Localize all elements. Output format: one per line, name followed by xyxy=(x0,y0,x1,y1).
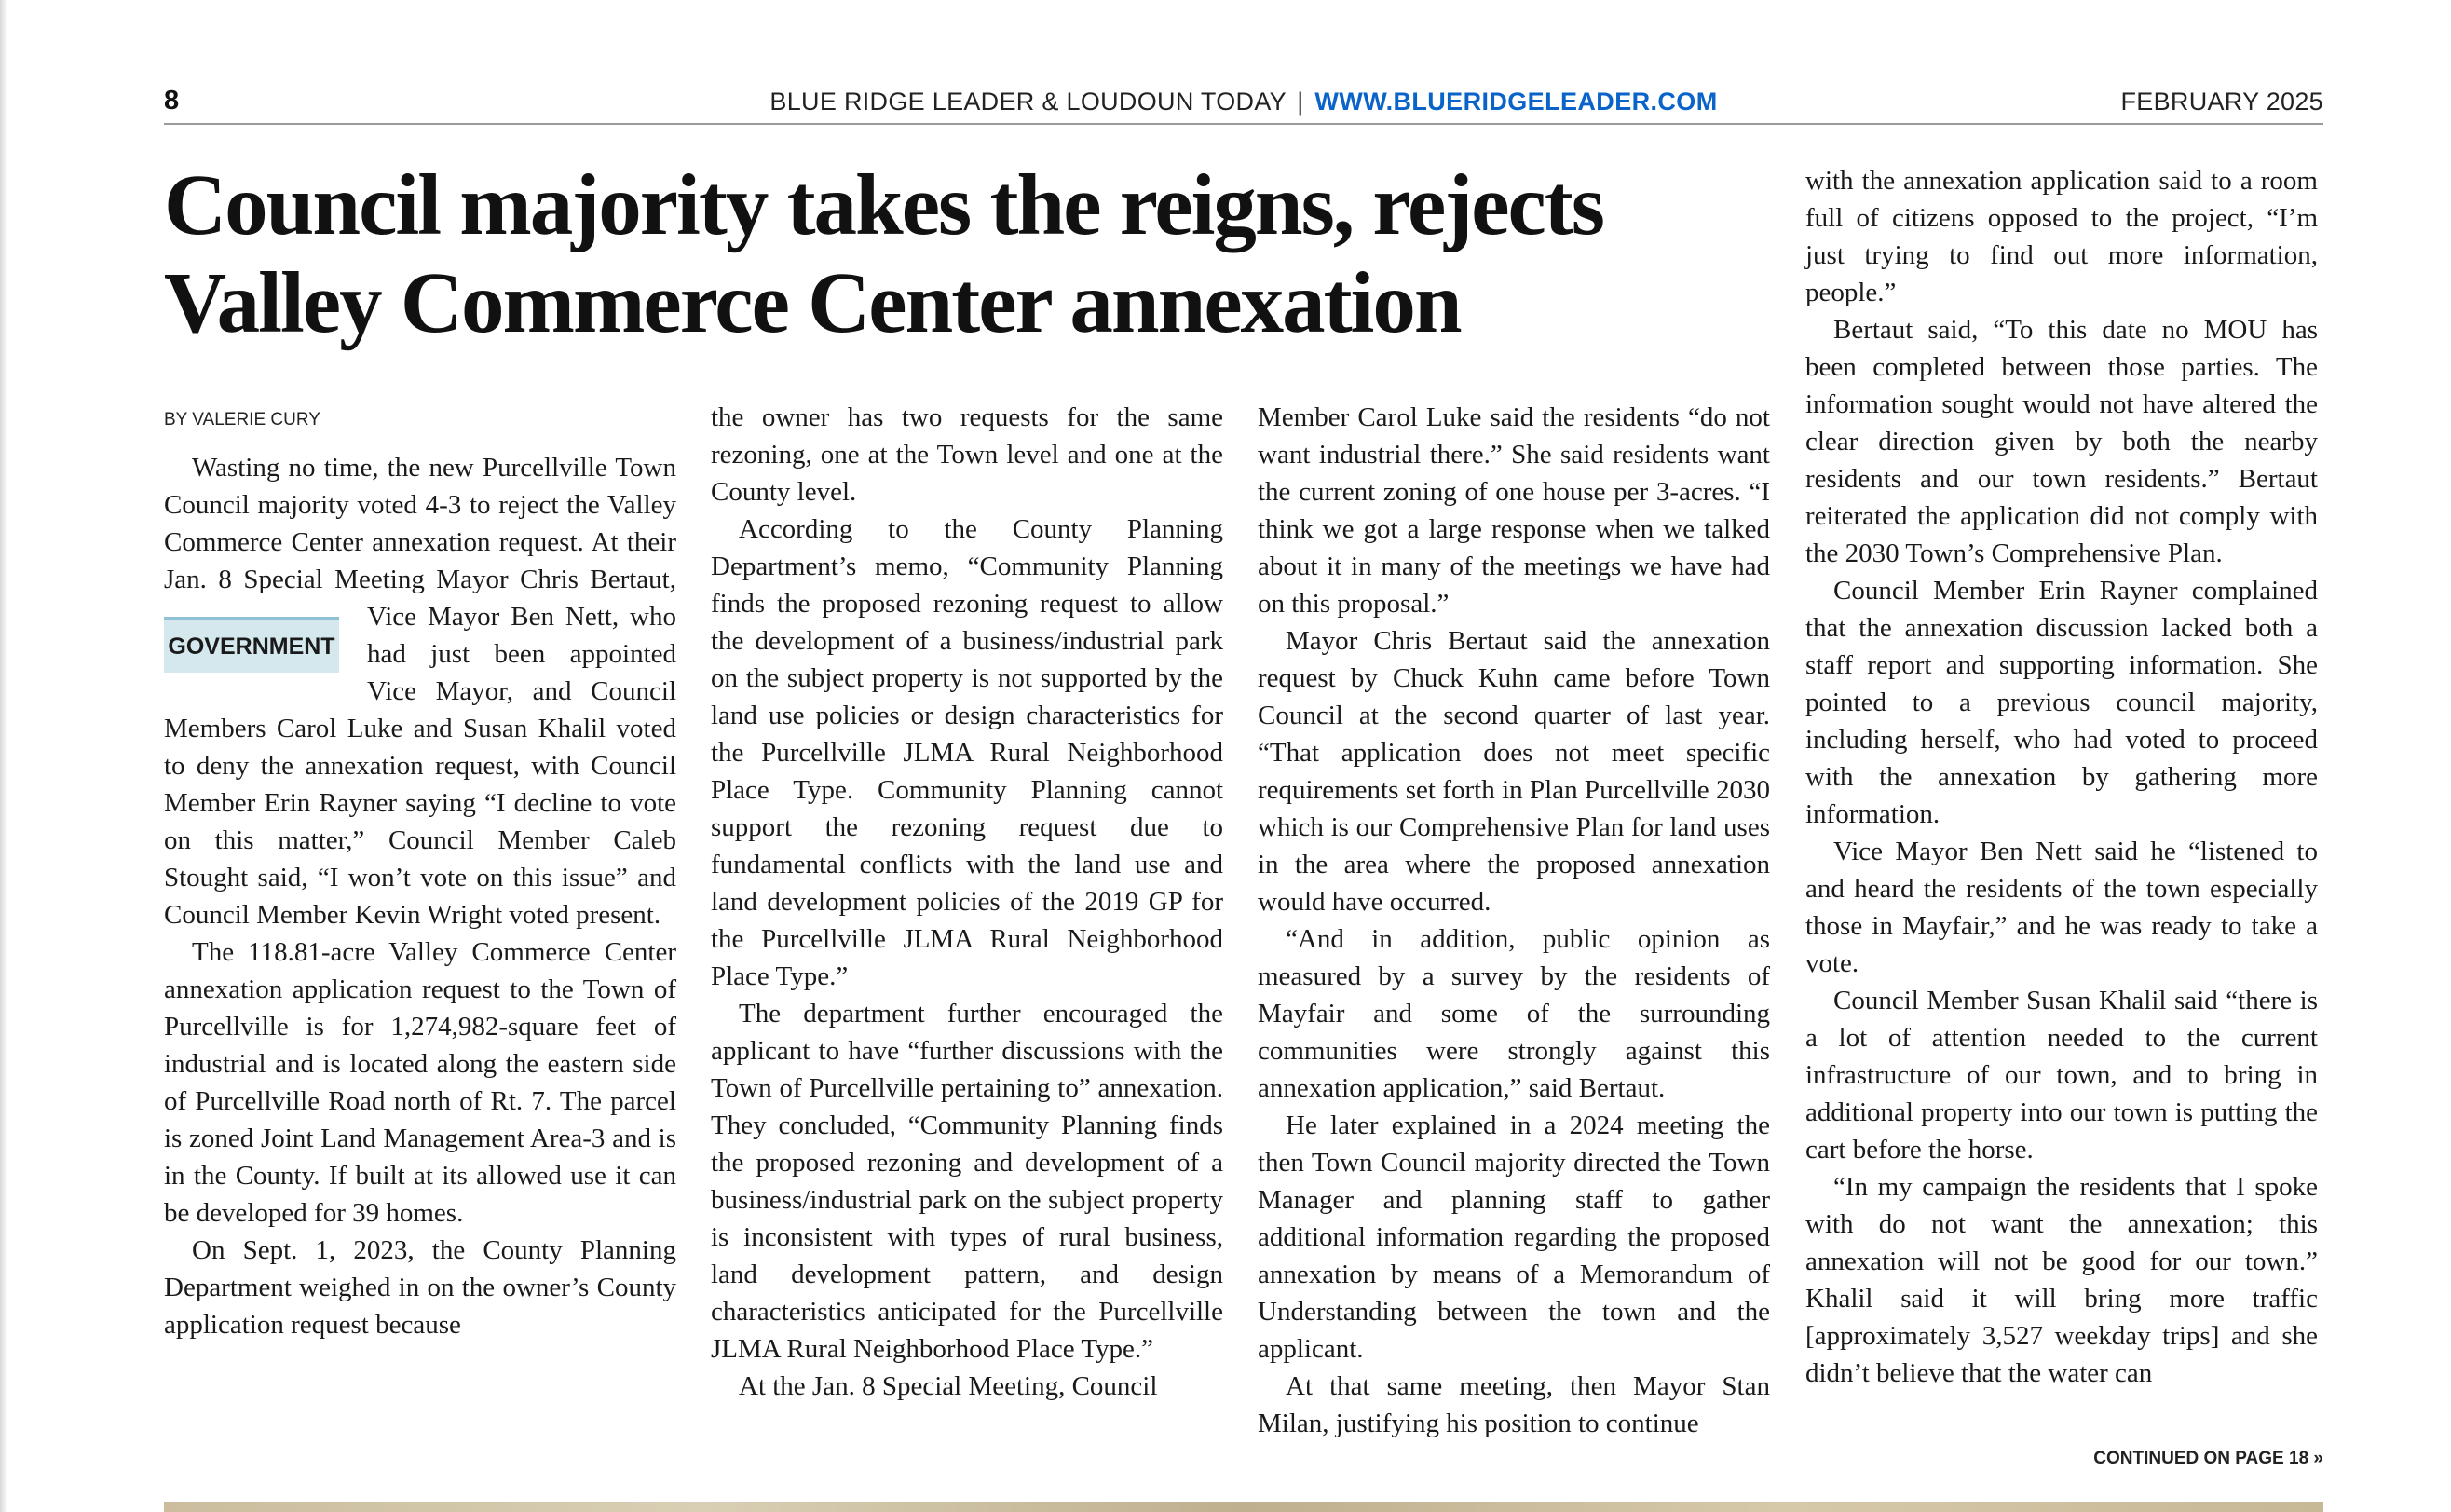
byline: BY VALERIE CURY xyxy=(164,410,320,429)
page-edge-shadow xyxy=(0,0,7,1512)
headline-line-1: Council majority takes the reigns, rejects xyxy=(164,157,1603,253)
paragraph: with the annexation application said to a room full of citizens opposed to the project, “I’m just trying to find out more information, people.” xyxy=(1805,166,2318,307)
paragraph: On Sept. 1, 2023, the County Planning Department weighed in on the owner’s County application request because xyxy=(164,1235,676,1340)
paragraph: Council Member Susan Khalil said “there is a lot of attention needed to the current infrastructure of our town, and to bring in additional property into our town is putting the cart before the horse. xyxy=(1805,986,2318,1165)
website-link[interactable]: WWW.BLUERIDGELEADER.COM xyxy=(1314,88,1718,116)
masthead-line xyxy=(164,88,2323,116)
continued-on-page-link[interactable]: CONTINUED ON PAGE 18 » xyxy=(2093,1449,2323,1468)
article-column-2 xyxy=(711,399,1223,1405)
paragraph: “And in addition, public opinion as measured by a survey by the residents of Mayfair and some of the surrounding communities were strongly against this annexation application,” said Bertaut. xyxy=(1258,924,1770,1103)
paragraph: Mayor Chris Bertaut said the annexation request by Chuck Kuhn came before Town Council at the second quarter of last year. “That application does not meet specific requirements set forth in Plan Purcellville 2030 which is our Comprehensive Plan for land uses in the area where the proposed annexation would have occurred. xyxy=(1258,626,1770,917)
photo-strip xyxy=(164,1502,2323,1512)
headline-line-2: Valley Commerce Center annexation xyxy=(164,255,1461,351)
paragraph-text: Wasting no time, the new Purcellville Town Council majority voted 4-3 to reject the Valley Commerce Center annexation request. At their Jan. 8 Special Meeting Mayor Chris Bertaut, Vice Mayor Ben xyxy=(164,453,676,632)
paragraph: At that same meeting, then Mayor Stan Milan, justifying his position to continue xyxy=(1258,1371,1770,1438)
paragraph xyxy=(164,449,676,933)
paragraph: Council Member Erin Rayner complained that the annexation discussion lacked both a staff report and supporting information. She pointed to a previous council majority, including herself, who had voted to proceed with the annexation by gathering more information. xyxy=(1805,576,2318,829)
article-headline xyxy=(164,157,1794,352)
paragraph: Member Carol Luke said the residents “do not want industrial there.” She said residents want the current zoning of one house per 3-acres. “I think we got a large response when we talked about it in many of the meetings we have had on this proposal.” xyxy=(1258,402,1770,619)
paragraph: “In my campaign the residents that I spoke with do not want the annexation; this annexation will not be good for our town.” Khalil said it will bring more traffic [approximately 3,527 weekday trips] and she didn’t believe that the water can xyxy=(1805,1172,2318,1388)
section-tag-government: GOVERNMENT xyxy=(164,617,339,673)
paragraph-text: Nett, who had just been appointed Vice Mayor, and Council Members Carol Luke and Susan Khalil voted to deny the annexation request, with Council Member Erin Rayner saying “I decline to vote on this matter,” Council Member Caleb Stought said, “I won’t vote on this issue” and Council Member Kevin Wright voted present. xyxy=(164,602,677,930)
paragraph: The department further encouraged the applicant to have “further discussions with the Town of Purcellville pertaining to” annexation. They concluded, “Community Planning finds the proposed rezoning and development of a business/industrial park on the subject property is inconsistent with types of rural business, land development pattern, and design characteristics anticipated for the Purcellville JLMA Rural Neighborhood Place Type.” xyxy=(711,999,1223,1364)
paragraph: the owner has two requests for the same rezoning, one at the Town level and one at the County level. xyxy=(711,402,1223,507)
article-column-4 xyxy=(1805,162,2318,1392)
paragraph: Bertaut said, “To this date no MOU has been completed between those parties. The information sought would not have altered the clear direction given by both the nearby residents and our town residents.” Bertaut reiterated the application did not comply with the 2030 Town’s Comprehensive Plan. xyxy=(1805,315,2318,568)
publication-name: BLUE RIDGE LEADER & LOUDOUN TODAY xyxy=(769,88,1287,116)
paragraph: At the Jan. 8 Special Meeting, Council xyxy=(739,1371,1158,1401)
paragraph: The 118.81-acre Valley Commerce Center annexation application request to the Town of Purcellville is for 1,274,982-square feet of industrial and is located along the eastern side of Purcellville Road north of Rt. 7. The parcel is zoned Joint Land Management Area-3 and is in the County. If built at its allowed use it can be developed for 39 homes. xyxy=(164,937,676,1228)
page-header xyxy=(164,82,2323,125)
page-number: 8 xyxy=(164,86,180,116)
paragraph: Vice Mayor Ben Nett said he “listened to and heard the residents of the town especially those in Mayfair,” and he was ready to take a vote. xyxy=(1805,837,2318,978)
header-separator: | xyxy=(1297,88,1304,116)
article-column-3 xyxy=(1258,399,1770,1442)
issue-date: FEBRUARY 2025 xyxy=(2120,88,2323,116)
paragraph: He later explained in a 2024 meeting the then Town Council majority directed the Town Manager and planning staff to gather additional information regarding the proposed annexation by means of a Memorandum of Understanding between the town and the applicant. xyxy=(1258,1110,1770,1364)
article-column-1 xyxy=(164,449,676,1343)
paragraph: According to the County Planning Department’s memo, “Community Planning finds the proposed rezoning request to allow the development of a business/industrial park on the subject property is not supported by the land use policies or design characteristics for the Purcellville JLMA Rural Neighborhood Place Type. Community Planning cannot support the rezoning request due to fundamental conflicts with the land use and land development policies of the 2019 GP for the Purcellville JLMA Rural Neighborhood Place Type.” xyxy=(711,514,1223,991)
